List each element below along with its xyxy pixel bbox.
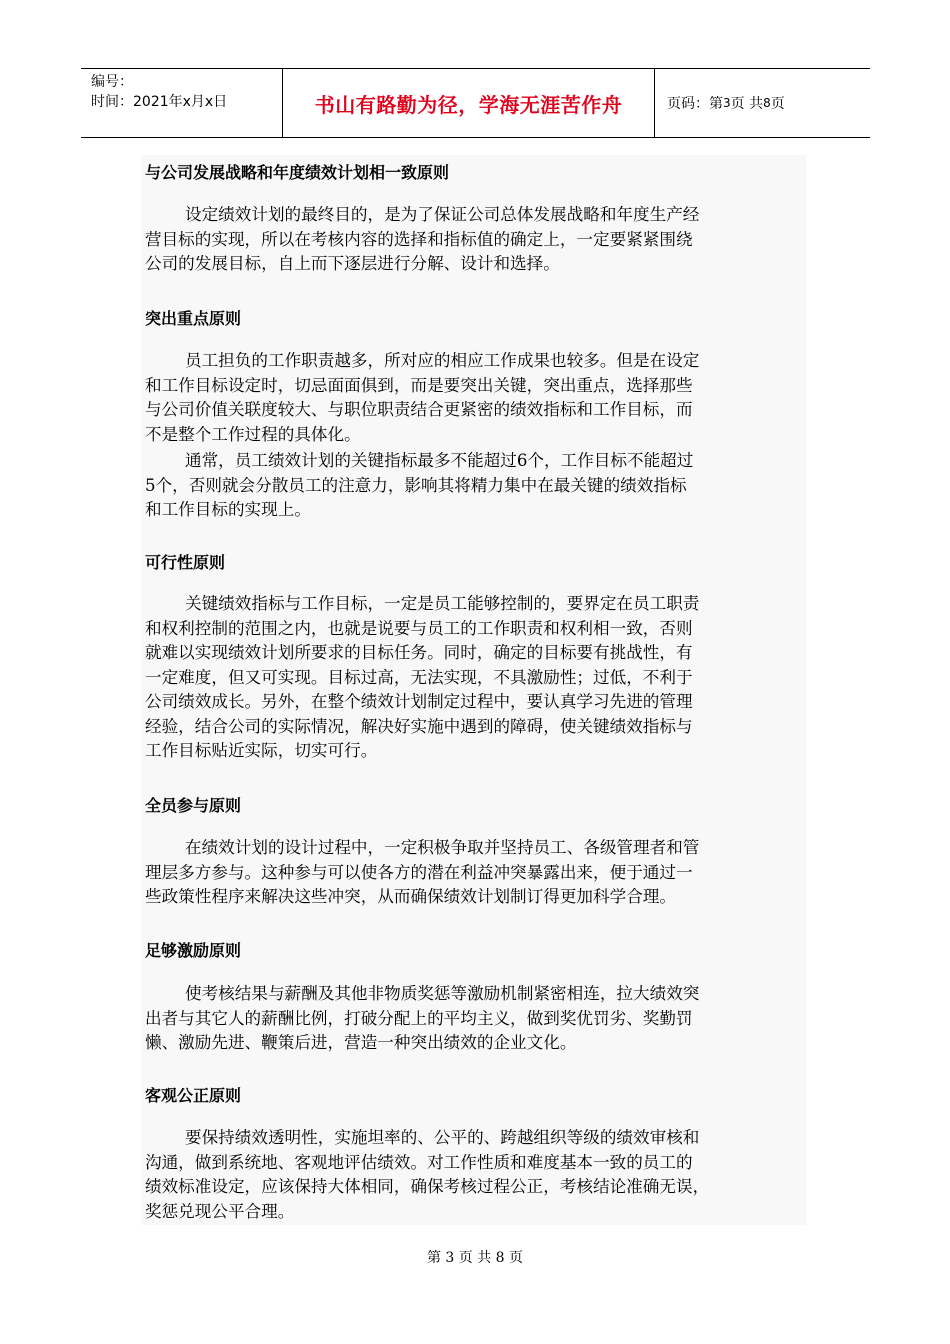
text-line: 和工作目标设定时，切忌面面俱到，而是要突出关键，突出重点，选择那些 <box>145 375 693 395</box>
section-heading-feasibility: 可行性原则 <box>145 553 226 572</box>
text-line: 设定绩效计划的最终目的，是为了保证公司总体发展战略和年度生产经 <box>185 205 700 224</box>
text-line: 些政策性程序来解决这些冲突，从而确保绩效计划制订得更加科学合理。 <box>145 887 676 906</box>
header-page-total: 8 <box>763 96 771 110</box>
paragraph-strategy <box>145 203 805 277</box>
text-line: 就难以实现绩效计划所要求的目标任务。同时，确定的目标要有挑战性，有 <box>145 643 693 662</box>
paragraph-focus-1 <box>145 349 805 447</box>
text-line: 和权利控制的范围之内，也就是说要与员工的工作职责和权利相一致，否则 <box>145 618 693 638</box>
document-time-label: 时间：2021年x月x日 <box>91 94 228 110</box>
footer-page-current: 3 <box>445 1250 455 1266</box>
text-line: 一定难度，但又可实现。目标过高，无法实现，不具激励性；过低，不利于 <box>145 667 693 687</box>
paragraph-feasibility <box>145 592 805 764</box>
header-motto-cell <box>283 69 655 137</box>
text-line: 营目标的实现，所以在考核内容的选择和指标值的确定上，一定要紧紧围绕 <box>145 229 693 249</box>
header-page-suffix: 页 <box>770 96 785 112</box>
footer-page-prefix: 第 <box>426 1250 441 1266</box>
paragraph-focus-2 <box>145 449 805 523</box>
section-heading-strategy: 与公司发展战略和年度绩效计划相一致原则 <box>145 163 450 182</box>
footer-page-total: 8 <box>495 1250 505 1266</box>
header-motto: 书山有路勤为径，学海无涯苦作舟 <box>314 92 623 117</box>
text-line: 经验，结合公司的实际情况，解决好实施中遇到的障碍，使关键绩效指标与 <box>145 716 693 736</box>
text-line: 工作目标贴近实际，切实可行。 <box>145 741 378 760</box>
text-line: 理层多方参与。这种参与可以使各方的潜在利益冲突暴露出来，便于通过一 <box>145 862 693 882</box>
text-line: 奖惩兑现公平合理。 <box>145 1201 295 1221</box>
header-page-middle: 页 共 <box>730 96 764 112</box>
text-line: 关键绩效指标与工作目标，一定是员工能够控制的，要界定在员工职责 <box>185 594 700 613</box>
paragraph-fairness <box>145 1126 805 1224</box>
text-line: 懒、激励先进、鞭策后进，营造一种突出绩效的企业文化。 <box>145 1033 577 1052</box>
footer-page-suffix: 页 <box>509 1250 524 1266</box>
text-line: 使考核结果与薪酬及其他非物质奖惩等激励机制紧密相连，拉大绩效突 <box>185 984 700 1003</box>
text-line: 在绩效计划的设计过程中，一定积极争取并坚持员工、各级管理者和管 <box>185 838 700 857</box>
text-line: 员工担负的工作职责越多，所对应的相应工作成果也较多。但是在设定 <box>185 351 700 370</box>
text-line: 5个，否则就会分散员工的注意力，影响其将精力集中在最关键的绩效指标 <box>145 475 687 495</box>
text-line: 沟通，做到系统地、客观地评估绩效。对工作性质和难度基本一致的员工的 <box>145 1152 693 1172</box>
document-body <box>141 155 806 1225</box>
page-header <box>81 68 870 138</box>
section-heading-participation: 全员参与原则 <box>145 796 242 815</box>
header-page-current: 3 <box>723 96 731 110</box>
paragraph-incentive <box>145 982 805 1056</box>
text-line: 不是整个工作过程的具体化。 <box>145 424 361 444</box>
text-line: 通常，员工绩效计划的关键指标最多不能超过6个，工作目标不能超过 <box>185 451 694 470</box>
text-line: 和工作目标的实现上。 <box>145 500 311 519</box>
section-heading-fairness: 客观公正原则 <box>145 1086 242 1105</box>
page-footer <box>0 1247 950 1267</box>
text-line: 与公司价值关联度较大、与职位职责结合更紧密的绩效指标和工作目标，而 <box>145 400 693 419</box>
document-number-label: 编号： <box>91 74 133 90</box>
footer-page-middle: 页 共 <box>458 1250 492 1266</box>
text-line: 公司的发展目标，自上而下逐层进行分解、设计和选择。 <box>145 254 560 273</box>
text-line: 绩效标准设定，应该保持大体相同，确保考核过程公正，考核结论准确无误， <box>145 1177 710 1196</box>
text-line: 要保持绩效透明性，实施坦率的、公平的、跨越组织等级的绩效审核和 <box>185 1128 700 1147</box>
section-heading-incentive: 足够激励原则 <box>145 941 242 960</box>
text-line: 公司绩效成长。另外，在整个绩效计划制定过程中，要认真学习先进的管理 <box>145 692 693 711</box>
header-meta-cell <box>81 69 283 137</box>
header-page-cell <box>655 69 870 137</box>
paragraph-participation <box>145 836 805 910</box>
section-heading-focus: 突出重点原则 <box>145 309 242 328</box>
text-line: 出者与其它人的薪酬比例，打破分配上的平均主义，做到奖优罚劣、奖勤罚 <box>145 1008 693 1028</box>
header-page-prefix: 页码：第 <box>667 96 723 112</box>
